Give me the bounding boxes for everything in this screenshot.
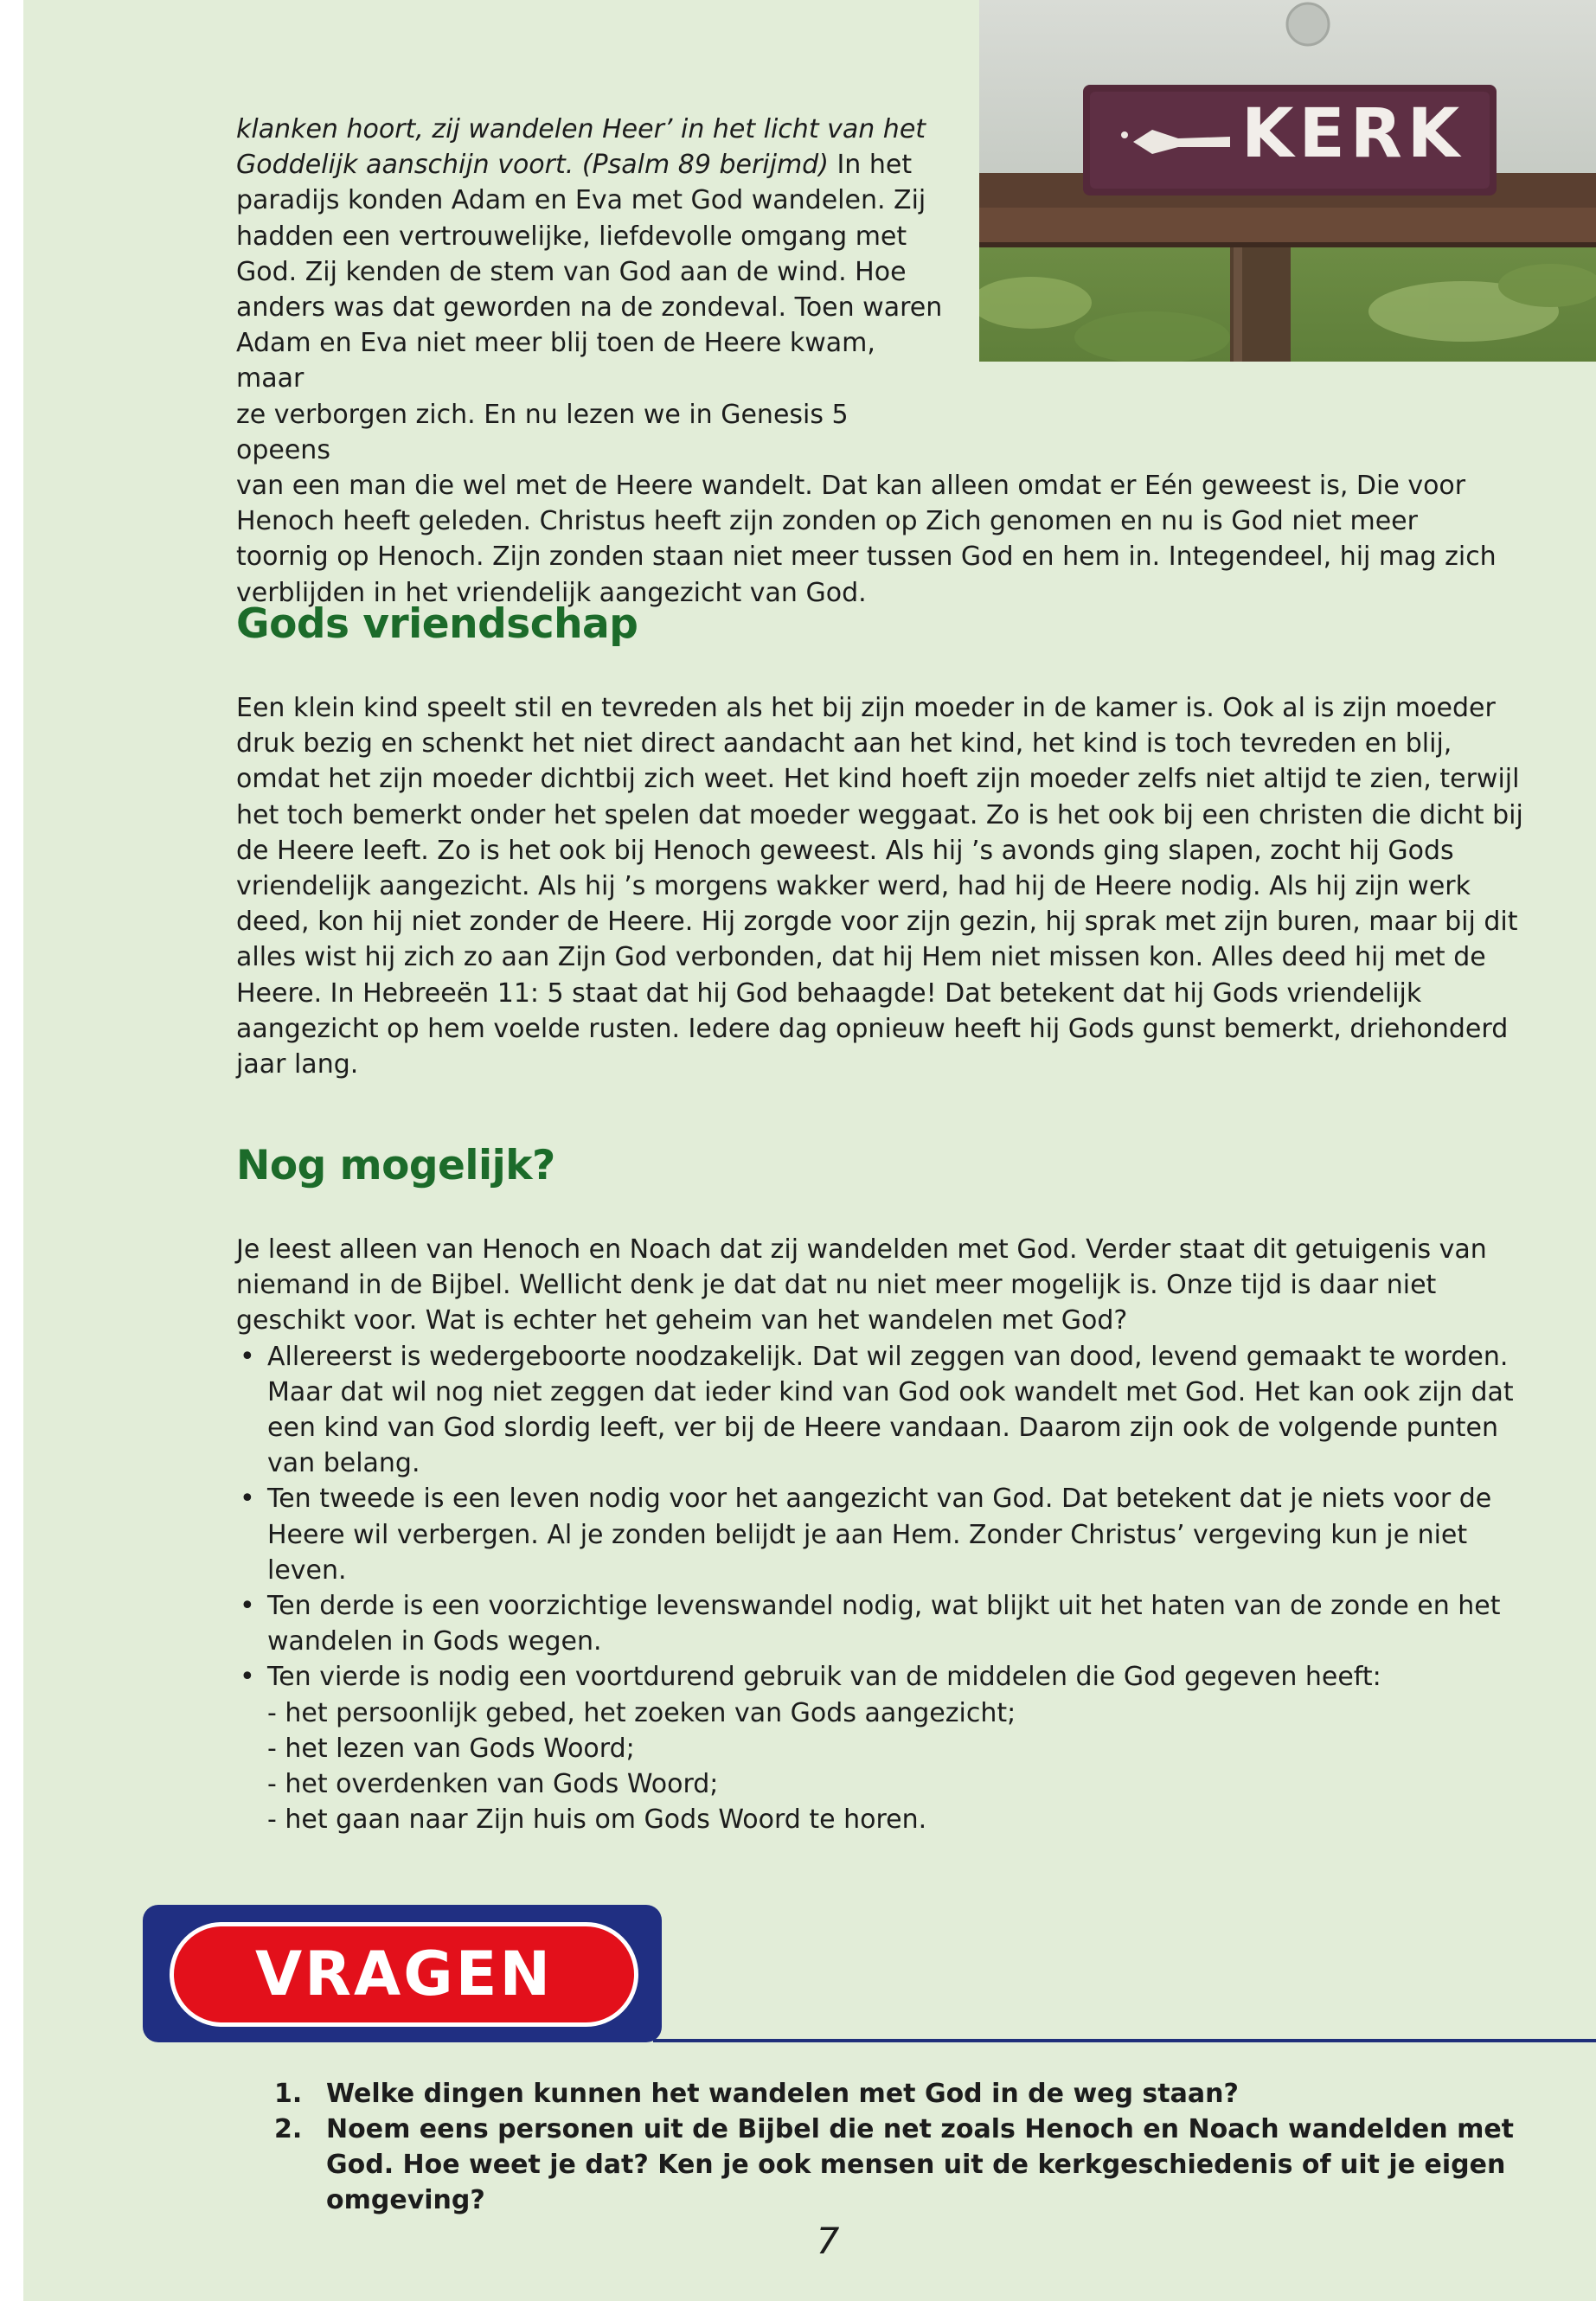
sub-item: - het lezen van Gods Woord; [267, 1733, 635, 1764]
sub-item: - het gaan naar Zijn huis om Gods Woord te horen. [267, 1804, 927, 1836]
vragen-label: VRAGEN [254, 1939, 554, 2009]
section-title-gods-vriendschap: Gods vriendschap [236, 600, 638, 648]
intro-line: klanken hoort, zij wandelen Heer’ in het licht van het [236, 114, 926, 144]
bullet-icon: • [240, 1484, 255, 1515]
bullet-icon: • [240, 1662, 255, 1693]
page [23, 0, 1596, 2301]
question-item: 1. Welke dingen kunnen het wandelen met God in de weg staan? [274, 2079, 1239, 2109]
bullet-icon: • [240, 1341, 255, 1372]
intro-continuation: van een man die wel met de Heere wandelt. Dat kan alleen omdat er Eén geweest is, Die voor Henoch heeft geleden. Christus heeft zijn zonden op Zich genomen en nu is God niet meer toornig op Henoch. Zijn zonden staan niet meer tussen God en hem in. Integendeel, hij mag zich verblijden in het vriendelijk aangezicht van God. [236, 471, 1497, 608]
paragraph: Je leest alleen van Henoch en Noach dat zij wandelden met God. Verder staat dit getuigenis van niemand in de Bijbel. Wellicht denk je dat dat nu niet meer mogelijk is. Onze tijd is daar niet geschikt voor. Wat is echter het geheim van het wandelen met God? [236, 1234, 1487, 1336]
intro-line: God. Zij kenden de stem van God aan de wind. Hoe [236, 256, 907, 287]
section-title-nog-mogelijk: Nog mogelijk? [236, 1142, 555, 1189]
intro-line: Goddelijk aanschijn voort. (Psalm 89 berijmd) In het [236, 150, 913, 181]
intro-line: hadden een vertrouwelijke, liefdevolle omgang met [236, 221, 907, 252]
bullet-list [236, 1339, 1525, 1838]
section-nog-mogelijk-body [236, 1232, 1525, 1837]
sub-item: - het persoonlijk gebed, het zoeken van Gods aangezicht; [267, 1697, 1016, 1728]
section-gods-vriendschap-body [236, 690, 1525, 1082]
vragen-divider [653, 2039, 1596, 2042]
intro-line: ze verborgen zich. En nu lezen we in Genesis 5 opeens [236, 399, 849, 465]
intro-line: anders was dat geworden na de zondeval. Toen waren [236, 292, 943, 324]
list-item: • Ten tweede is een leven nodig voor het aangezicht van God. Dat betekent dat je niets voor de Heere wil verbergen. Al je zonden belijdt je aan Hem. Zonder Christus’ vergeving kun je niet leven. [236, 1481, 1525, 1588]
question-list [274, 2076, 1520, 2218]
intro-wrapped-lines [236, 112, 945, 468]
intro-line: Adam en Eva niet meer blij toen de Heere kwam, maar [236, 328, 875, 394]
paragraph: Een klein kind speelt stil en tevreden als het bij zijn moeder in de kamer is. Ook al is zijn moeder druk bezig en schenkt het niet direct aandacht aan het kind, het kind is toch tevreden en blij, omdat het zijn moeder dichtbij zich weet. Het kind hoeft zijn moeder zelfs niet altijd te zien, terwijl het toch bemerkt onder het spelen dat moeder weggaat. Zo is het ook bij een christen die dicht bij de Heere leeft. Zo is het ook bij Henoch geweest. Als hij ’s avonds ging slapen, zocht hij Gods vriendelijk aangezicht. Als hij ’s morgens wakker werd, had hij de Heere nodig. Als hij zijn werk deed, kon hij niet zonder de Heere. Hij zorgde voor zijn gezin, hij sprak met zijn buren, maar bij dit alles wist hij zich zo aan Zijn God verbonden, dat hij Hem niet missen kon. Alles deed hij met de Heere. In Hebreeën 11: 5 staat dat hij God behaagde! Dat betekent dat hij Gods vriendelijk aangezicht op hem voelde rusten. Iedere dag opnieuw heeft hij Gods gunst bemerkt, driehonderd jaar lang. [236, 693, 1523, 1080]
intro-line: paradijs konden Adam en Eva met God wandelen. Zij [236, 185, 926, 216]
intro-text [236, 112, 1508, 611]
bullet-icon: • [240, 1591, 255, 1622]
page-number: 7 [816, 2220, 840, 2262]
list-item: • Ten vierde is nodig een voortdurend gebruik van de middelen die God gegeven heeft: - het persoonlijk gebed, het zoeken van Gods aangezicht; - het lezen van Gods Woord; - het overdenken van Gods Woord; - het gaan naar Zijn huis om Gods Woord te horen. [236, 1659, 1525, 1837]
question-item: 2. Noem eens personen uit de Bijbel die net zoals Henoch en Noach wandelden met God. Hoe weet je dat? Ken je ook mensen uit de kerkgeschiedenis of uit je eigen omgeving? [274, 2114, 1515, 2215]
list-item: • Allereerst is wedergeboorte noodzakelijk. Dat wil zeggen van dood, levend gemaakt te worden. Maar dat wil nog niet zeggen dat ieder kind van God ook wandelt met God. Het kan ook zijn dat een kind van God slordig leeft, ver bij de Heere vandaan. Daarom zijn ook de volgende punten van belang. [236, 1339, 1525, 1482]
sub-item: - het overdenken van Gods Woord; [267, 1769, 719, 1800]
list-item: • Ten derde is een voorzichtige levenswandel nodig, wat blijkt uit het haten van de zonde en het wandelen in Gods wegen. [236, 1588, 1525, 1659]
kerk-sign-text: KERK [1241, 95, 1465, 173]
